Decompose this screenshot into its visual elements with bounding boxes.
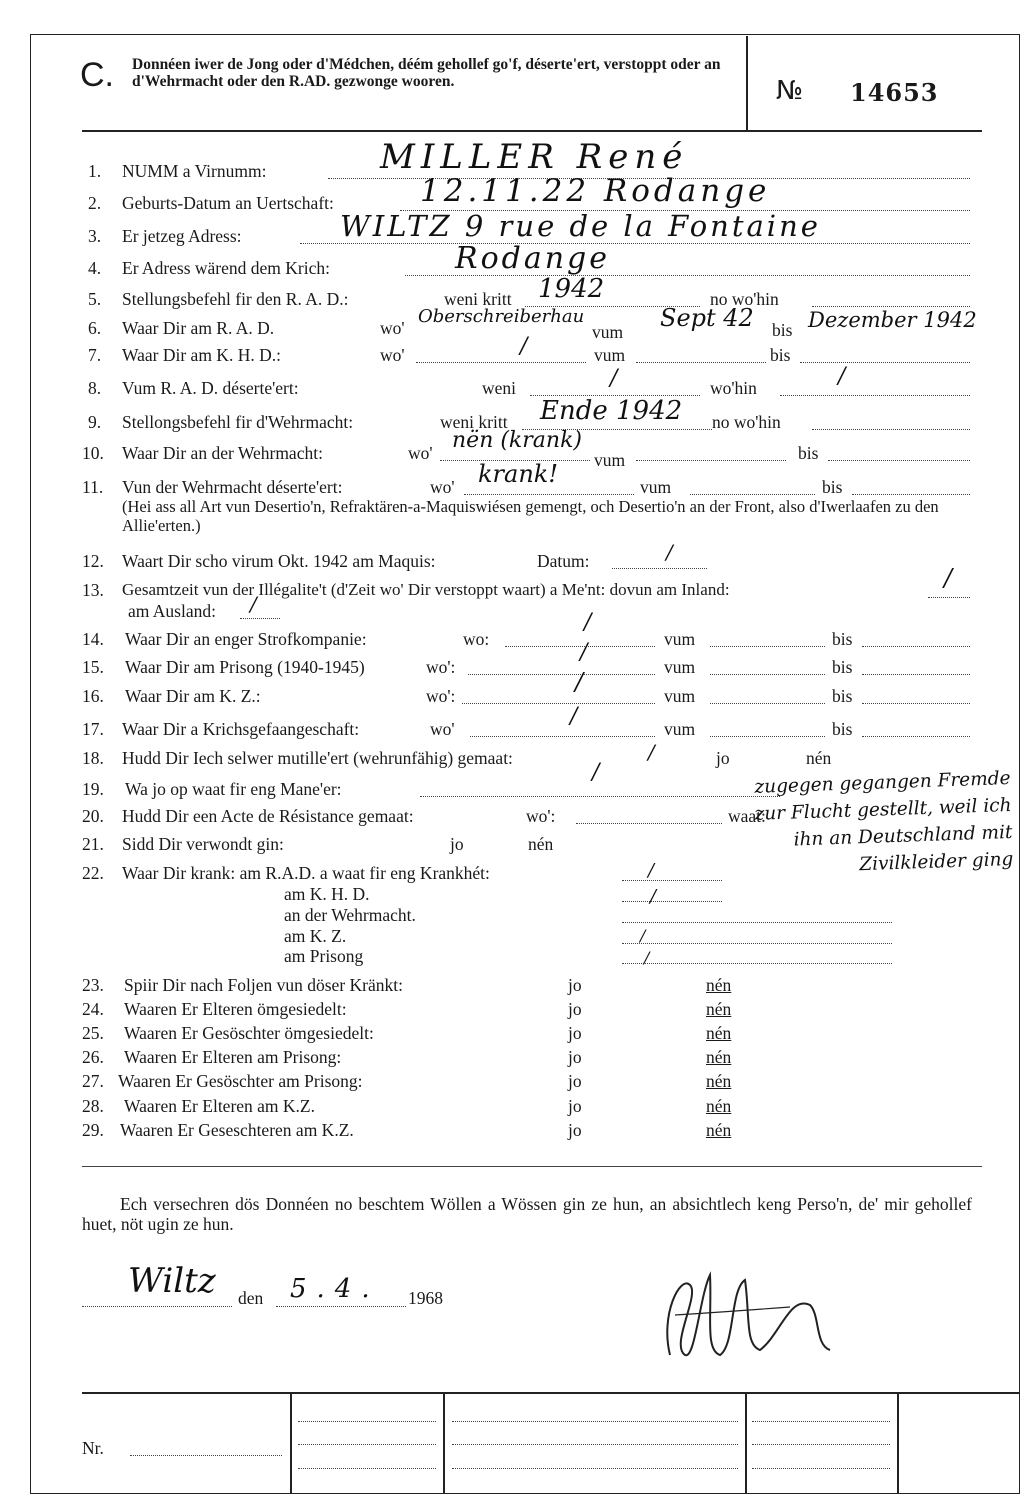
handwritten-birth: 12.11.22 Rodange [420, 173, 771, 209]
fill-line [576, 823, 722, 824]
fill-line [752, 1421, 890, 1422]
fill-line [710, 674, 825, 675]
declaration-text: Ech versechren dös Donnéen no beschtem Wöllen a Wössen gin ze hun, an absichtlech keng Perso'n, de' mir gehollef huet, nöt ugin ze hun. [82, 1194, 972, 1234]
item-num: 14. [82, 629, 104, 649]
option-yes: jo [568, 1071, 582, 1091]
item-num: 23. [82, 975, 104, 995]
fill-line [862, 646, 970, 647]
handwritten-dash: / [584, 610, 592, 635]
handwritten-wehrmacht-where: nën (krank) [452, 428, 582, 453]
handwritten-dash: / [648, 740, 655, 764]
to-label: bis [798, 443, 819, 463]
fill-line [710, 736, 825, 737]
option-no-underlined: nén [706, 975, 732, 995]
handwritten-place: Wiltz [128, 1261, 216, 1301]
option-yes: jo [568, 1047, 582, 1067]
fill-line [612, 568, 707, 569]
item-label: Waar Dir am R. A. D. [122, 318, 275, 338]
handwritten-dash: / [650, 886, 657, 907]
handwritten-dash: / [610, 366, 618, 391]
fill-line [852, 494, 970, 495]
item-label: Waaren Er Geseschteren am K.Z. [120, 1120, 354, 1140]
item-label: Wa jo op waat fir eng Mane'er: [125, 779, 342, 799]
fill-line [622, 963, 892, 964]
item-num: 7. [88, 345, 102, 365]
option-no-underlined: nén [706, 1120, 732, 1140]
item-label: Hudd Dir Iech selwer mutille'ert (wehrunfähig) gemaat: [122, 748, 513, 768]
handwritten-rad-from: Sept 42 [660, 304, 754, 332]
from-label: vum [640, 477, 672, 497]
den-label: den [238, 1288, 264, 1308]
when-label: weni [482, 378, 517, 398]
sub-label: am Prisong [284, 946, 364, 966]
item-label: Waaren Er Gesöschter ömgesiedelt: [124, 1023, 374, 1043]
to-label: bis [770, 345, 791, 365]
nr-label: Nr. [82, 1438, 104, 1458]
item-label: Er jetzeg Adress: [122, 226, 242, 246]
handwritten-rad-place: Oberschreiberhau [418, 306, 585, 327]
where-label: wo' [380, 345, 405, 365]
date-label: Datum: [537, 551, 590, 571]
item-num: 1. [88, 161, 102, 181]
header-divider [746, 36, 748, 130]
section-letter: C. [80, 56, 114, 94]
fill-line [452, 1468, 738, 1469]
signature-text [740, 1370, 743, 1371]
option-no-underlined: nén [706, 1071, 732, 1091]
fill-line [298, 1444, 436, 1445]
sub-label: am K. H. D. [284, 884, 370, 904]
option-yes: jo [568, 1120, 582, 1140]
item-num: 22. [82, 863, 104, 883]
where-label: wo': [426, 686, 456, 706]
fill-line [862, 703, 970, 704]
item-label: Vun der Wehrmacht déserte'ert: [122, 477, 343, 497]
to-label: bis [772, 320, 793, 340]
option-yes: jo [568, 1023, 582, 1043]
where-label: wo' [380, 318, 405, 338]
fill-line [240, 618, 280, 619]
footer-top-rule [82, 1392, 1020, 1394]
when-label: weni kritt [444, 289, 512, 309]
fill-line [710, 646, 825, 647]
item-num: 24. [82, 999, 104, 1019]
footer-col-divider [443, 1394, 445, 1494]
fill-line [622, 943, 892, 944]
fill-line [800, 362, 970, 363]
handwritten-address: WILTZ 9 rue de la Fontaine [340, 209, 821, 243]
item-label: Er Adress wärend dem Krich: [122, 258, 330, 278]
item-num: 29. [82, 1120, 104, 1140]
fill-line [82, 1306, 232, 1307]
item-num: 5. [88, 289, 102, 309]
item-num: 18. [82, 748, 104, 768]
item-num: 16. [82, 686, 104, 706]
where-label: wo' [430, 719, 455, 739]
item-note: (Hei ass all Art vun Desertio'n, Refraktären-a-Maquiswiésen gemengt, och Desertio'n an der Front, also d'Iwerlaafen zu den Allie'erten.) [122, 497, 939, 535]
option-no: nén [806, 748, 832, 768]
item-label: Waar Dir am Prisong (1940-1945) [125, 657, 365, 677]
fill-line [710, 703, 825, 704]
item-label: Hudd Dir een Acte de Résistance gemaat: [122, 806, 414, 826]
fill-line [780, 395, 970, 396]
handwritten-name: MILLER René [380, 137, 689, 177]
to-label: bis [832, 719, 853, 739]
where-label: wo'hin [710, 378, 757, 398]
item-num: 4. [88, 258, 102, 278]
where-label: wo' [430, 477, 455, 497]
form-number: 14653 [850, 78, 939, 107]
fill-line [812, 429, 970, 430]
to-label: bis [832, 657, 853, 677]
fill-line [928, 597, 970, 598]
handwritten-dash: / [580, 640, 588, 665]
handwritten-dash: / [666, 540, 673, 564]
what-label: waat: [728, 806, 766, 826]
item-label: Sidd Dir verwondt gin: [122, 834, 284, 854]
fill-line [622, 922, 892, 923]
fill-line [130, 1455, 282, 1456]
handwritten-dash: / [592, 760, 600, 785]
item-num: 10. [82, 443, 104, 463]
handwritten-dash: / [250, 592, 257, 616]
item-num: 21. [82, 834, 104, 854]
where-label: no wo'hin [710, 289, 779, 309]
handwritten-dash: / [520, 334, 528, 359]
fill-line [690, 494, 815, 495]
item-label: Waar Dir krank: am R.A.D. a waat fir eng Krankhét: [122, 863, 490, 883]
option-no-underlined: nén [706, 1023, 732, 1043]
header-rule [82, 130, 982, 132]
footer-col-divider [897, 1394, 899, 1494]
option-no: nén [528, 834, 554, 854]
footer-col-divider [745, 1394, 747, 1494]
handwritten-resistance-note: zugegen gegangen Fremde zur Flucht gestellt, weil ich ihn an Deutschland mit Zivilkleider ging [754, 767, 1014, 876]
item-label: Waar Dir a Krichsgefaangeschaft: [122, 719, 360, 739]
item-num: 17. [82, 719, 104, 739]
when-label: weni kritt [440, 412, 508, 432]
item-label: Stellungsbefehl fir den R. A. D.: [122, 289, 349, 309]
to-label: bis [832, 686, 853, 706]
where-label: no wo'hin [712, 412, 781, 432]
fill-line [276, 1306, 406, 1307]
fill-line [300, 243, 970, 244]
footer-col-divider [290, 1394, 292, 1494]
option-no-underlined: nén [706, 1047, 732, 1067]
handwritten-dash: / [575, 668, 584, 696]
year-text: 1968 [408, 1288, 443, 1308]
sub-label: an der Wehrmacht. [284, 905, 416, 925]
fill-line [464, 494, 634, 495]
item-label: Vum R. A. D. déserte'ert: [122, 378, 299, 398]
item-label: Waaren Er Elteren am K.Z. [124, 1096, 315, 1116]
item-label: Geburts-Datum an Uertschaft: [122, 193, 334, 213]
fill-line [622, 901, 722, 902]
item-num: 2. [88, 193, 102, 213]
item-label: Waar Dir an der Wehrmacht: [122, 443, 323, 463]
fill-line [622, 880, 722, 881]
from-label: vum [592, 322, 624, 342]
handwritten-dash: / [944, 564, 953, 592]
fill-line [636, 460, 786, 461]
form-title: Donnéen iwer de Jong oder d'Médchen, déém gehollef go'f, déserte'ert, verstoppt oder an d'Wehrmacht oder den R.AD. gezwonge wooren. [132, 56, 721, 90]
handwritten-war-address: Rodange [455, 241, 611, 276]
from-label: vum [664, 629, 696, 649]
handwritten-dash: / [570, 704, 578, 729]
item-num: 9. [88, 412, 102, 432]
handwritten-dash: / [838, 364, 846, 389]
from-label: vum [594, 345, 626, 365]
item-label: Stellongsbefehl fir d'Wehrmacht: [122, 412, 354, 432]
item-num: 27. [82, 1071, 104, 1091]
fill-line [636, 362, 766, 363]
handwritten-date: 5.4. [290, 1274, 380, 1304]
fill-line [470, 736, 655, 737]
signature [650, 1255, 840, 1375]
item-num: 20. [82, 806, 104, 826]
item-label: Waaren Er Gesöschter am Prisong: [118, 1071, 363, 1091]
item-num: 3. [88, 226, 102, 246]
from-label: vum [594, 450, 626, 470]
item-label: Spiir Dir nach Foljen vun döser Kränkt: [124, 975, 403, 995]
option-no-underlined: nén [706, 1096, 732, 1116]
item-num: 6. [88, 318, 102, 338]
fill-line [812, 306, 970, 307]
fill-line [298, 1468, 436, 1469]
fill-line [452, 1421, 738, 1422]
handwritten-dash: / [644, 948, 650, 967]
fill-line [468, 674, 655, 675]
item-num: 11. [82, 477, 104, 497]
to-label: bis [832, 629, 853, 649]
handwritten-rad-year: 1942 [538, 274, 605, 304]
fill-line [462, 703, 655, 704]
fill-line [752, 1468, 890, 1469]
section-rule [82, 1166, 982, 1167]
item-num: 26. [82, 1047, 104, 1067]
item-label: Waar Dir an enger Strofkompanie: [125, 629, 367, 649]
handwritten-dash: / [648, 860, 655, 881]
from-label: vum [664, 686, 696, 706]
fill-line [862, 674, 970, 675]
option-yes: jo [450, 834, 464, 854]
handwritten-dash: / [640, 926, 646, 945]
fill-line [752, 1444, 890, 1445]
item-label: Waart Dir scho virum Okt. 1942 am Maquis: [122, 551, 436, 571]
where-label: wo': [426, 657, 456, 677]
option-yes: jo [568, 999, 582, 1019]
sub-label: am K. Z. [284, 926, 347, 946]
option-yes: jo [716, 748, 730, 768]
where-label: wo: [463, 629, 490, 649]
fill-line [298, 1421, 436, 1422]
item-num: 28. [82, 1096, 104, 1116]
item-num: 8. [88, 378, 102, 398]
item-num: 13. [82, 580, 104, 600]
handwritten-wehrmacht-when: Ende 1942 [540, 396, 683, 426]
fill-line [452, 1444, 738, 1445]
from-label: vum [664, 657, 696, 677]
from-label: vum [664, 719, 696, 739]
fill-line [416, 362, 586, 363]
item-num: 12. [82, 551, 104, 571]
item-label: Waar Dir am K. H. D.: [122, 345, 281, 365]
to-label: bis [822, 477, 843, 497]
option-no-underlined: nén [706, 999, 732, 1019]
where-label: wo' [408, 443, 433, 463]
option-yes: jo [568, 975, 582, 995]
option-yes: jo [568, 1096, 582, 1116]
handwritten-rad-to: Dezember 1942 [808, 308, 977, 332]
fill-line [862, 736, 970, 737]
where-label: wo': [526, 806, 556, 826]
handwritten-desertion: krank! [478, 460, 558, 488]
fill-line [828, 460, 970, 461]
item-num: 15. [82, 657, 104, 677]
item-label: Waaren Er Elteren am Prisong: [124, 1047, 342, 1067]
item-num: 25. [82, 1023, 104, 1043]
item-num: 19. [82, 779, 104, 799]
item-label: Waaren Er Elteren ömgesiedelt: [124, 999, 347, 1019]
abroad-label: am Ausland: [128, 601, 216, 621]
number-label: № [776, 76, 804, 106]
item-label: Waar Dir am K. Z.: [125, 686, 261, 706]
item-label: NUMM a Virnumm: [122, 161, 267, 181]
item-label: Gesamtzeit vun der Illégalite't (d'Zeit wo' Dir verstoppt waart) a Me'nt: dovun am Inland: [122, 580, 730, 599]
